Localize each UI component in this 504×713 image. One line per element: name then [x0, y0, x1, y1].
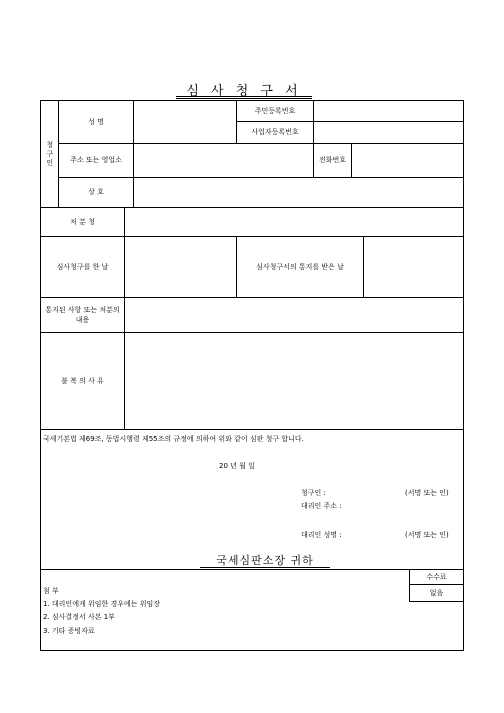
resident-no-field[interactable] [314, 101, 463, 121]
document-title: 심 사 청 구 서 [186, 84, 302, 99]
disposing-office-label: 처 분 청 [70, 217, 95, 226]
notified-matter-label: 통지된 사항 또는 처분의 내용 [45, 305, 120, 324]
attachments-title: 첨 부 [43, 587, 59, 595]
attachment-item: 3. 기타 증빙자료 [43, 627, 95, 635]
trade-name-field[interactable] [134, 178, 463, 207]
reason-field[interactable] [125, 333, 463, 429]
name-label: 성 명 [88, 117, 104, 126]
applicant-sign-label: 청구인 : [301, 489, 326, 497]
phone-field[interactable] [352, 144, 463, 177]
lower-border-left [40, 429, 41, 650]
row-line [40, 429, 464, 430]
reason-label: 불 복 의 사 유 [61, 376, 104, 385]
agent-sign-note: (서명 또는 인) [405, 531, 449, 539]
business-no-field[interactable] [314, 122, 463, 143]
fee-value: 없음 [429, 588, 444, 597]
applicant-group-label [41, 101, 58, 207]
request-date-field[interactable] [125, 237, 236, 297]
address-label: 주소 또는 영업소 [70, 156, 122, 165]
agent-address-label: 대리인 주소 : [301, 502, 342, 510]
resident-no-label: 주민등록번호 [254, 106, 296, 115]
attachment-item: 1. 대리인에게 위임한 경우에는 위임장 [43, 600, 161, 608]
applicant-group-text: 청구인 [45, 140, 54, 168]
notice-date-field[interactable] [364, 237, 463, 297]
phone-label: 전화번호 [318, 156, 347, 165]
fee-label: 수수료 [426, 572, 447, 581]
fee-box-bottom [409, 601, 463, 602]
address-field[interactable] [134, 144, 313, 177]
request-date-label: 심사청구를 한 날 [56, 262, 109, 271]
addressee-underline [200, 567, 330, 568]
title-underline-2 [176, 98, 312, 99]
declaration-text: 국세기본법 제69조, 동법시행령 제55조의 규정에 의하여 위와 같이 심판 청구 합니다. [43, 435, 304, 443]
notice-date-label: 심사청구서의 통지를 받은 날 [256, 262, 344, 271]
business-no-label: 사업자등록번호 [251, 128, 299, 137]
trade-name-label: 상 호 [88, 188, 104, 197]
notified-matter-field[interactable] [125, 298, 463, 332]
table-border-right [463, 100, 464, 430]
attachment-item: 2. 심사결정서 사본 1부 [43, 613, 115, 621]
date-line: 20 년 월 일 [219, 462, 255, 470]
disposing-office-field[interactable] [125, 208, 463, 236]
title-underline [176, 96, 312, 97]
agent-name-label: 대리인 성명 : [301, 531, 342, 539]
lower-border-bottom [40, 650, 464, 651]
lower-border-right [463, 429, 464, 650]
addressee: 국세심판소장 귀하 [216, 554, 314, 567]
attachments-top-line [40, 569, 409, 570]
name-field[interactable] [134, 101, 236, 143]
applicant-sign-note: (서명 또는 인) [405, 489, 449, 497]
